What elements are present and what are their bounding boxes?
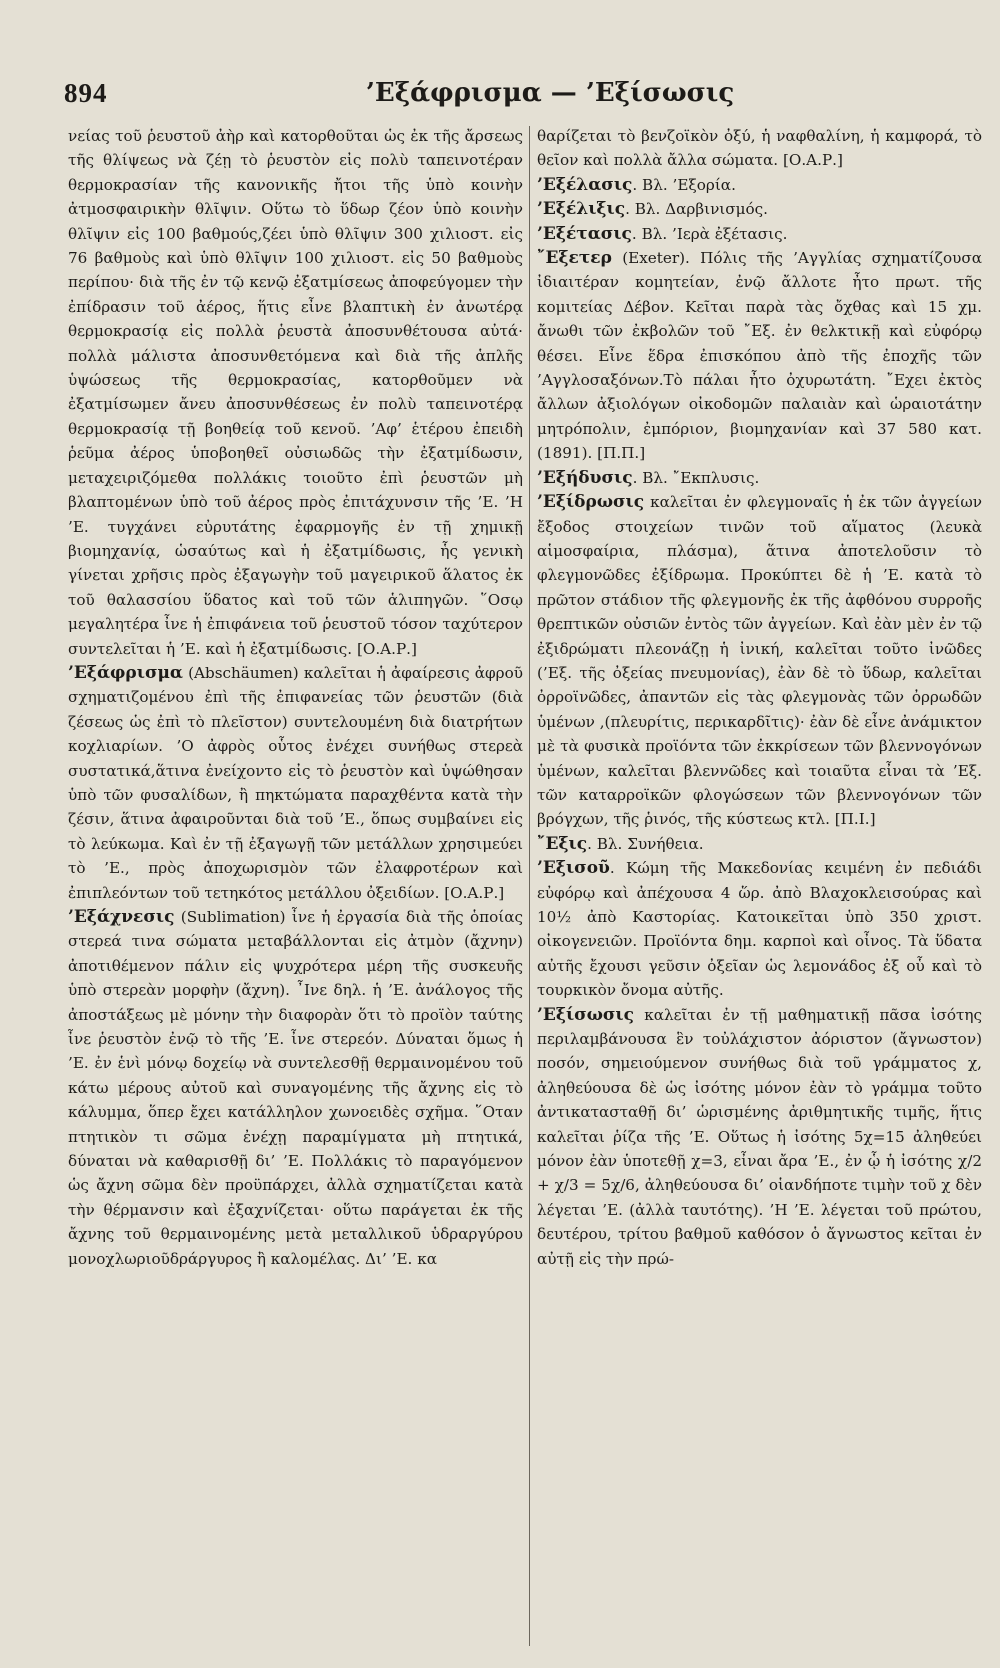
page-number: 894 [64, 78, 108, 108]
entry-headword: ’Εξίσωσις [537, 1004, 635, 1025]
entry-exachnesis [68, 905, 523, 1271]
entry-exis [537, 832, 982, 856]
entry-headword: ’Εξίδρωσις [537, 492, 645, 513]
entry-text: καλεῖται ἐν φλεγμοναῖς ἡ ἐκ τῶν ἀγγείων ἔξοδος στοιχείων τινῶν τοῦ αἵματος (λευκὰ αἱμοσφαίρια, πλάσμα), ἅτινα ἀποτελοῦσιν τὸ φλεγμονῶδες ἐξίδρωμα. Προκύπτει δὲ ἡ ’Ε. κατὰ τὸ πρῶτον στάδιον τῆς φλεγμονῆς ἐκ τῆς ἀφθόνου συρροῆς θρεπτικῶν οὐσιῶν ἐντὸς τῶν ἀγγείων. Καὶ ἐὰν μὲν ἐν τῷ ἐξιδρώματι πλεονάζῃ ἡ ἰνική, καλεῖται τοῦτο ἰνῶδες (’Εξ. τῆς ὀξείας πνευμονίας), ἐὰν δὲ τὸ ὕδωρ, καλεῖται ὀρροϊνῶδες, ἀπαντῶν εἰς τὰς φλεγμονὰς τῶν ὀρρωδῶν ὑμένων ,(πλευρίτις, περικαρδῖτις)· ἐὰν δὲ εἶνε ἀνάμικτον μὲ τὰ φυσικὰ προϊόντα τῶν ἐκκρίσεων τῶν βλεννογόνων ὑμένων, καλεῖται βλεννῶδες καὶ τοιαῦτα εἶναι τὰ ’Εξ. τῶν καταρροϊκῶν φλογώσεων τῶν βλεννογόνων τῶν βρόγχων, τῆς ῥινός, τῆς κύστεως κτλ. [Π.Ι.] [537, 493, 982, 829]
entry-continuation [68, 124, 523, 661]
entry-text: καλεῖται ἐν τῇ μαθηματικῇ πᾶσα ἰσότης περιλαμβάνουσα ἓν τοὐλάχιστον ἀόριστον (ἄγνωστον) ποσόν, σημειούμενον συνήθως διὰ τοῦ γράμματος χ, ἀληθεύουσα δὲ ὡς ἰσότης μόνον ἐὰν τὸ γράμμα τοῦτο ἀντικατασταθῇ δι’ ὡρισμένης ἀριθμητικῆς τιμῆς, ἥτις καλεῖται ῥίζα τῆς ’Ε. Οὕτως ἡ ἰσότης 5χ=15 ἀληθεύει μόνον ἐὰν ὑποτεθῇ χ=3, εἶναι ἄρα ’Ε., ἐν ᾧ ἡ ἰσότης χ/2 + χ/3 = 5χ/6, ἀληθεύουσα δι’ οἱανδήποτε τιμὴν τοῦ χ δὲν λέγεται ’Ε. (ἀλλὰ ταυτότης). ’Η ’Ε. λέγεται τοῦ πρώτου, δευτέρου, τρίτου βαθμοῦ καθόσον ὁ ἄγνωστος κεῖται ἐν αὐτῇ εἰς τὴν πρώ- [537, 1005, 982, 1268]
running-head: ’Εξάφρισμα — ’Εξίσωσις [365, 78, 735, 108]
entry-text: . Βλ. Συνήθεια. [587, 834, 704, 853]
entry-exeter [537, 246, 982, 466]
entry-exelixis [537, 197, 982, 221]
entry-headword: ῎Εξετερ [537, 248, 612, 269]
entry-exelasis [537, 173, 982, 197]
entry-exedysis [537, 466, 982, 490]
entry-exetasis [537, 222, 982, 246]
page-header [0, 72, 1000, 122]
entry-headword: ’Εξάφρισμα [68, 662, 183, 683]
entry-exisou [537, 856, 982, 1002]
entry-headword: ’Εξήδυσις [537, 467, 633, 488]
right-column [537, 124, 982, 1271]
entry-exafrisma [68, 661, 523, 905]
entry-headword: ’Εξέλιξις [537, 199, 626, 220]
entry-text: . Βλ. ῎Εκπλυσις. [632, 468, 760, 487]
entry-headword: ’Εξέτασις [537, 223, 632, 244]
entry-text: . Βλ. Δαρβινισμός. [625, 200, 768, 219]
left-column [68, 124, 523, 1271]
entry-headword: ’Εξάχνεσις [68, 907, 175, 927]
entry-headword: ’Εξέλασις [537, 174, 633, 195]
entry-text: (Sublimation) ἶνε ἡ ἐργασία διὰ τῆς ὁποίας στερεά τινα σώματα μεταβάλλονται εἰς ἀτμὸν (ἄχνην) ἀποτιθέμενον πάλιν εἰς ψυχρότερα μέρη τῆς συσκευῆς ὑπὸ στερεὰν μορφὴν (ἄχνη). ῏Ινε δηλ. ἡ ’Ε. ἀνάλογος τῆς ἀποστάξεως μὲ μόνην τὴν διαφορὰν ὅτι τὸ προϊὸν ταύτης ἶνε ῥευστὸν ἐνῷ τὸ τῆς ’Ε. ἶνε στερεόν. Δύναται ὅμως ἡ ’Ε. ἐν ἑνὶ μόνῳ δοχείῳ νὰ συντελεσθῇ θερμαινομένου τοῦ κάτω μέρους αὐτοῦ καὶ συναγομένης τῆς ἄχνης εἰς τὸ κάλυμμα, ὅπερ ἔχει κατάλληλον χωνοειδὲς σχῆμα. ῞Οταν πτητικὸν τι σῶμα ἐνέχῃ παραμίγματα μὴ πτητικά, δύναται νὰ καθαρισθῇ δι’ ’Ε. Πολλάκις τὸ παραγόμενον ὡς ἄχνη σῶμα δὲν προϋπάρχει, ἀλλὰ σχηματίζεται κατὰ τὴν θέρμανσιν καὶ ἐξαχνίζεται· οὕτω παράγεται ἐκ τῆς ἄχνης τοῦ θερμαινομένης μετὰ μεταλλικοῦ ὑδραργύρου μονοχλωριοῦδράργυρος ἢ καλομέλας. Δι’ ’Ε. κα [68, 908, 523, 1268]
column-divider [529, 126, 530, 1646]
entry-text: νείας τοῦ ῥευστοῦ ἀὴρ καὶ κατορθοῦται ὡς ἐκ τῆς ἄρσεως τῆς θλίψεως νὰ ζέῃ τὸ ῥευστὸν εἰς πολὺ ταπεινοτέραν θερμοκρασίαν τῆς κανονικῆς ἤτοι τῆς ὑπὸ κοινὴν ἀτμοσφαιρικὴν θλῖψιν. Οὕτω τὸ ὕδωρ ζέον ὑπὸ κοινὴν θλῖψιν εἰς 100 βαθμούς,ζέει ὑπὸ θλῖψιν 300 χιλιοστ. εἰς 76 βαθμοὺς καὶ ὑπὸ θλῖψιν 100 χιλιοστ. εἰς 50 βαθμοὺς περίπου· διὰ τῆς ἐν τῷ κενῷ ἐξατμίσεως ἀποφεύγομεν τὴν ἐπίδρασιν τοῦ ἀέρος, ἥτις εἶνε βλαπτικὴ ἐν ἀνωτέρᾳ θερμοκρασίᾳ εἰς πολλὰ ῥευστὰ ἀποσυνθέτουσα αὐτά· πολλὰ μάλιστα ἀποσυνθετόμενα καὶ διὰ τῆς ἁπλῆς ὑψώσεως τῆς θερμοκρασίας, κατορθοῦμεν νὰ ἐξατμίσωμεν ἄνευ ἀποσυνθέσεως ἐν πολὺ ταπεινοτέρᾳ θερμοκρασίᾳ τῇ βοηθείᾳ τοῦ κενοῦ. ’Αφ’ ἑτέρου ἐπειδὴ ῥεῦμα ἀέρος ὑποβοηθεῖ οὐσιωδῶς τὴν ἐξατμίδωσιν, μεταχειριζόμεθα πολλάκις τοιοῦτο ἐπὶ ῥευστῶν μὴ βλαπτομένων ὑπὸ τοῦ ἀέρος πρὸς ἐπιτάχυνσιν τῆς ’Ε. ’Η ’Ε. τυγχάνει εὐρυτάτης ἐφαρμογῆς ἐν τῇ χημικῇ βιομηχανίᾳ, ὡσαύτως καὶ ἡ ἐξατμίδωσις, ἧς γενικὴ γίνεται χρῆσις πρὸς ἐξαγωγὴν τοῦ μαγειρικοῦ ἅλατος ἐκ τοῦ θαλασσίου ὕδατος καὶ τοῦ τῶν ἁλιπηγῶν. ῞Οσῳ μεγαλητέρα ἶνε ἡ ἐπιφάνεια τοῦ ῥευστοῦ τόσον ταχύτερον συντελεῖται ἡ ’Ε. καὶ ἡ ἐξατμίδωσις. [Ο.Α.Ρ.] [68, 127, 523, 658]
entry-headword: ῎Εξις [537, 833, 588, 854]
entry-text: . Βλ. ’Εξορία. [632, 175, 736, 194]
entry-exidrosis [537, 490, 982, 832]
entry-text: (Exeter). Πόλις τῆς ’Αγγλίας σχηματίζουσα ἰδιαιτέραν κομητείαν, ἐνῷ ἄλλοτε ἦτο πρωτ. τῆς κομιτείας Δέβον. Κεῖται παρὰ τὰς ὄχθας καὶ 15 χμ. ἄνωθι τῶν ἐκβολῶν τοῦ ῎Εξ. ἐν θελκτικῇ καὶ εὐφόρῳ θέσει. Εἶνε ἕδρα ἐπισκόπου ἀπὸ τῆς ἐποχῆς τῶν ’Αγγλοσαξόνων.Τὸ πάλαι ἦτο ὀχυρωτάτη. ῎Εχει ἐκτὸς ἄλλων ἀξιολόγων οἰκοδομῶν παλαιὰν καὶ ὡραιοτάτην μητρόπολιν, ἐμπόριον, βιομηχανίαν καὶ 37 580 κατ. (1891). [Π.Π.] [537, 249, 982, 463]
entry-continuation [537, 124, 982, 173]
entry-text: (Abschäumen) καλεῖται ἡ ἀφαίρεσις ἀφροῦ σχηματιζομένου ἐπὶ τῆς ἐπιφανείας τῶν ῥευστῶν (διὰ ζέσεως ὡς ἐπὶ τὸ πλεῖστον) συντελουμένη διὰ διατρήτων κοχλιαρίων. ’Ο ἀφρὸς οὗτος ἐνέχει συνήθως στερεὰ συστατικά,ἅτινα ἐνείχοντο εἰς τὸ ῥευστὸν καὶ ὑψώθησαν ὑπὸ τῶν φυσαλίδων, ἢ πηκτώματα παραχθέντα κατὰ τὴν ζέσιν, ἅτινα ἀφαιροῦνται διὰ τοῦ ’Ε., ὅπως συμβαίνει εἰς τὸ λεύκωμα. Καὶ ἐν τῇ ἐξαγωγῇ τῶν μετάλλων χρησιμεύει τὸ ’Ε., πρὸς ἀποχωρισμὸν τῶν ἐλαφροτέρων καὶ ἐπιπλεόντων τοῦ τετηκότος μετάλλου ὀξειδίων. [Ο.Α.Ρ.] [68, 663, 523, 902]
entry-headword: ’Εξισοῦ [537, 858, 610, 879]
entry-text: . Βλ. ’Ιερὰ ἐξέτασις. [631, 224, 788, 243]
entry-text: θαρίζεται τὸ βενζοϊκὸν ὀξύ, ἡ ναφθαλίνη, ἡ καμφορά, τὸ θεῖον καὶ πολλὰ ἄλλα σώματα. [Ο.Α.Ρ.] [537, 127, 982, 170]
entry-exisosis [537, 1003, 982, 1271]
entry-text: . Κώμη τῆς Μακεδονίας κειμένη ἐν πεδιάδι εὐφόρῳ καὶ ἀπέχουσα 4 ὥρ. ἀπὸ Βλαχοκλεισούρας καὶ 10½ ἀπὸ Καστορίας. Κατοικεῖται ὑπὸ 350 χριστ. οἰκογενειῶν. Προϊόντα δημ. καρποὶ καὶ οἶνος. Τὰ ὕδατα αὐτῆς ἔχουσι γεῦσιν ὀξεῖαν ὡς λεμονάδος ἐξ οὗ καὶ τὸ τουρκικὸν ὄνομα αὐτῆς. [537, 859, 982, 1000]
